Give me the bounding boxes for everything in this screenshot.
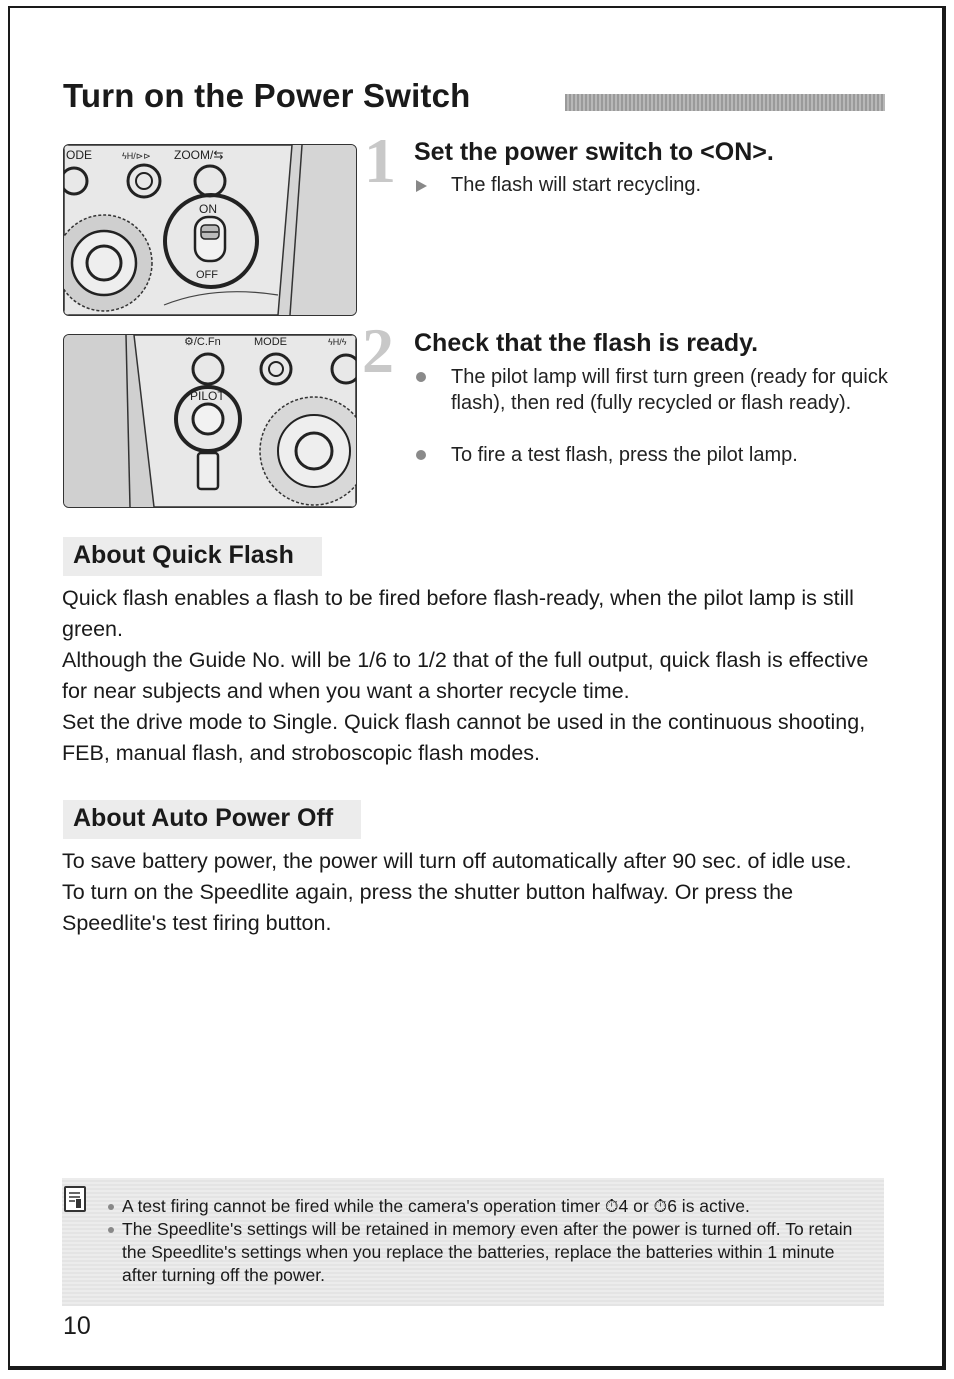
step-2-number: 2 bbox=[362, 315, 394, 386]
step-2-item-1: The pilot lamp will first turn green (ready for quick flash), then red (fully recycled or flash ready). bbox=[451, 366, 888, 414]
quick-flash-paragraph-2: Although the Guide No. will be 1/6 to 1/2 that of the full output, quick flash is effective for near subjects and when you want a shorter recycle time. bbox=[62, 648, 869, 703]
round-bullet-icon bbox=[416, 372, 426, 382]
hsync-label-2: ϟH/ϟ bbox=[328, 337, 347, 347]
note-bullet-icon bbox=[108, 1204, 114, 1210]
note-bullet-icon bbox=[108, 1227, 114, 1233]
mode-label: ODE bbox=[66, 148, 93, 162]
triangle-arrow-icon bbox=[416, 180, 427, 192]
page-title: Turn on the Power Switch bbox=[63, 77, 471, 114]
zoom-label: ZOOM/⇆ bbox=[174, 148, 224, 162]
quick-flash-heading: About Quick Flash bbox=[63, 537, 322, 576]
quick-flash-paragraph-3: Set the drive mode to Single. Quick flash cannot be used in the continuous shooting, FEB, manual flash, and stroboscopic flash modes. bbox=[62, 710, 866, 765]
title-decoration-bar bbox=[565, 94, 885, 111]
step-2-heading: Check that the flash is ready. bbox=[414, 329, 759, 357]
pilot-label: PILOT bbox=[190, 389, 225, 403]
auto-power-off-paragraph-1: To save battery power, the power will turn off automatically after 90 sec. of idle use. To turn on the Speedlite again, press the shutter button halfway. Or press the Speedlite's test firing button. bbox=[62, 849, 852, 935]
memo-icon bbox=[64, 1186, 86, 1212]
pilot-lamp-illustration bbox=[63, 334, 357, 508]
note-item-2: The Speedlite's settings will be retained in memory even after the power is turned off. To retain the Speedlite's settings when you replace the batteries, replace the batteries within 1 minute after turning off the power. bbox=[122, 1219, 853, 1285]
page-number: 10 bbox=[63, 1312, 91, 1340]
hsync-label: ϟH/⊳⊳ bbox=[122, 151, 151, 161]
cfn-label: ⚙/C.Fn bbox=[184, 336, 221, 348]
round-bullet-icon bbox=[416, 450, 426, 460]
mode-label-2: MODE bbox=[254, 336, 287, 348]
on-label: ON bbox=[199, 202, 217, 216]
quick-flash-body bbox=[62, 583, 892, 769]
power-switch-illustration bbox=[63, 144, 357, 316]
note-item-1: A test firing cannot be fired while the camera's operation timer ⏱4 or ⏱6 is active. bbox=[122, 1196, 750, 1216]
test-button-icon bbox=[198, 453, 218, 489]
step-1-number: 1 bbox=[364, 125, 396, 196]
step-2-item-2: To fire a test flash, press the pilot lamp. bbox=[451, 444, 798, 466]
off-label: OFF bbox=[196, 269, 218, 281]
step-1-item: The flash will start recycling. bbox=[451, 174, 702, 196]
auto-power-off-heading: About Auto Power Off bbox=[63, 800, 361, 839]
quick-flash-paragraph-1: Quick flash enables a flash to be fired before flash-ready, when the pilot lamp is still green. bbox=[62, 586, 854, 641]
auto-power-off-body bbox=[62, 846, 872, 939]
step-1-heading: Set the power switch to <ON>. bbox=[414, 138, 774, 166]
